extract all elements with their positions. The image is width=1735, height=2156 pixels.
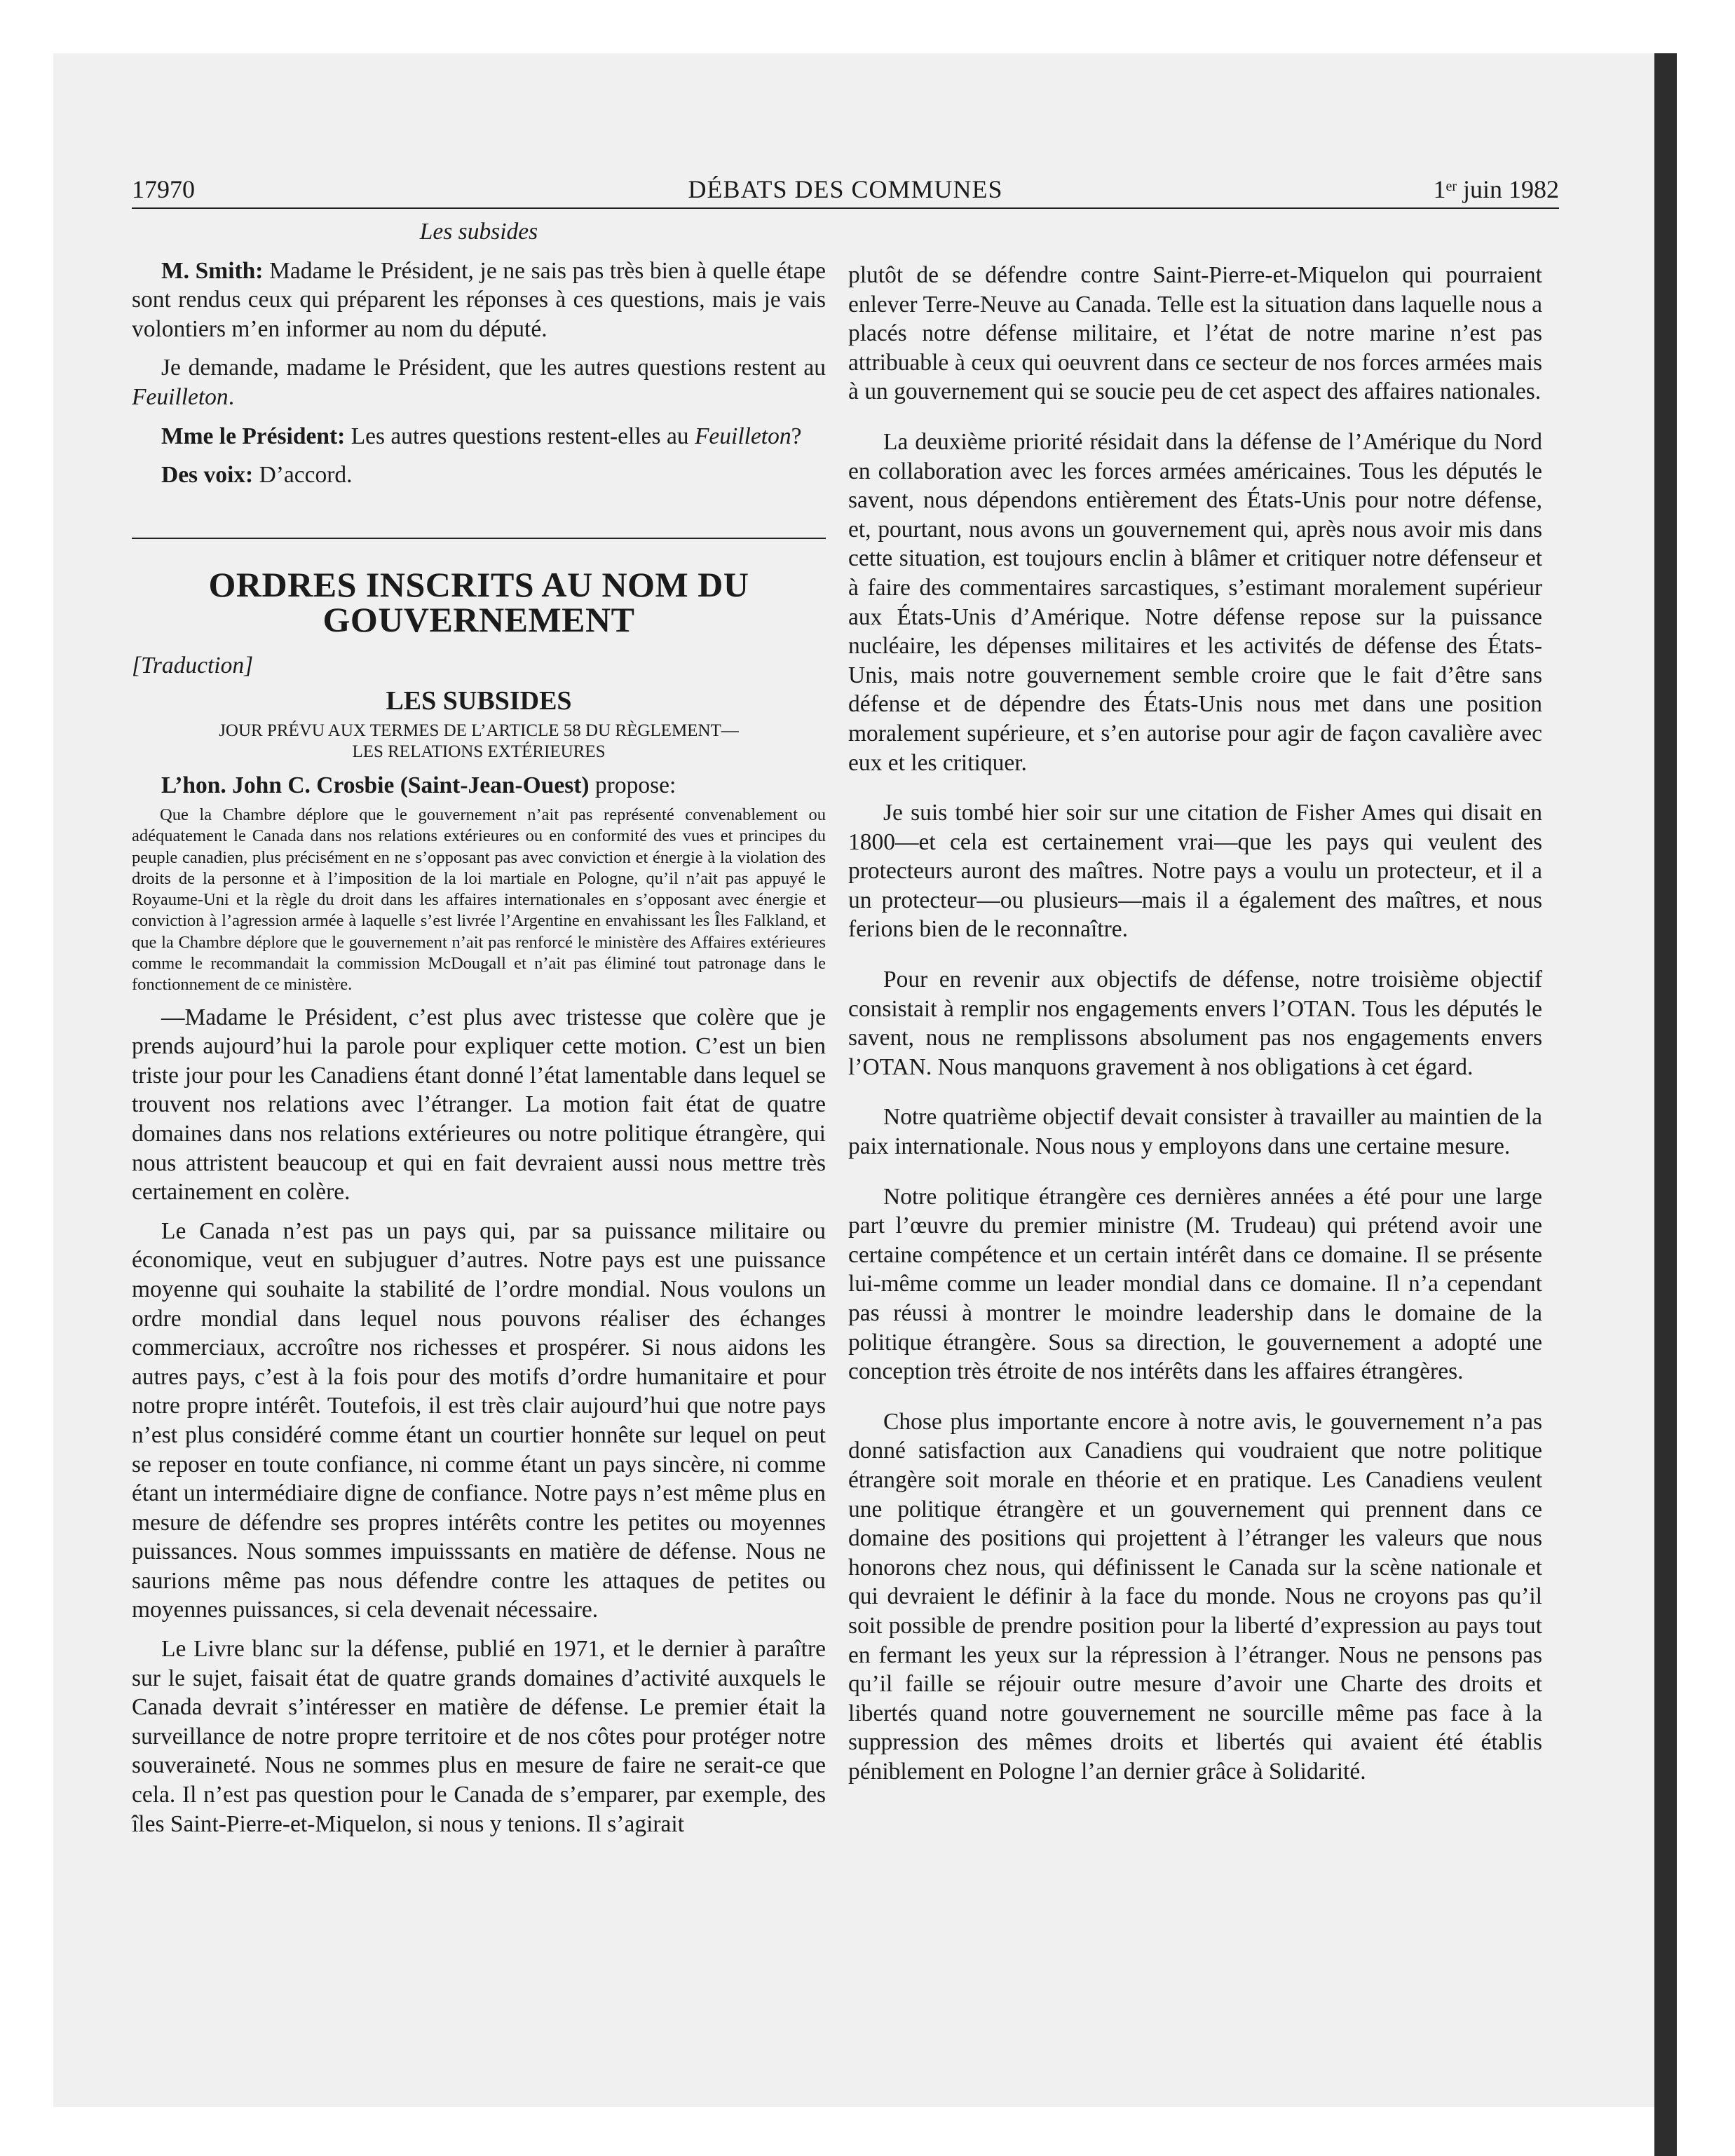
paragraph: —Madame le Président, c’est plus avec tristesse que colère que je prends aujourd’hui la parole pour expliquer cette motion. C’est un bien triste jour pour les Canadiens étant donné l’état lamentable dans lequel se trouvent nos relations avec l’étranger. La motion fait état de quatre domaines dans nos relations extérieures ou notre politique étrangère, qui nous attristent beaucoup et qui en fait devraient aussi nous mettre très certainement en colère. bbox=[132, 1004, 826, 1206]
traduction-note bbox=[132, 651, 826, 681]
paragraph: Notre politique étrangère ces dernières années a été pour une large part l’œuvre du premier ministre (M. Trudeau) qui prétend avoir une certaine compétence et un certain intérêt dans ce domaine. Il se présente lui-même comme un leader mondial dans ce domaine. Il n’a cependant pas réussi à montrer le moindre leadership dans le domaine de la politique étrangère. Sous sa direction, le gouvernement a adopté une conception très étroite de nos intérêts dans les affaires étrangères. bbox=[848, 1183, 1542, 1385]
paragraph: Notre quatrième objectif devait consister à travailler au maintien de la paix internationale. Nous nous y employons dans une certaine mesure. bbox=[848, 1104, 1542, 1160]
section-header: Les subsides bbox=[419, 219, 538, 245]
punctuation: ? bbox=[791, 423, 802, 449]
italic-feuilleton: Feuilleton bbox=[694, 423, 791, 449]
heading-line-1: ORDRES INSCRITS AU NOM DU bbox=[208, 564, 749, 604]
paragraph: Je suis tombé hier soir sur une citation de Fisher Ames qui disait en 1800—et cela est certainement vrai—que les pays qui veulent des protecteurs auront des maîtres. Notre pays a voulu un protecteur, et il a un protecteur—ou plusieurs—mais il a également des maîtres, et nous ferions bien de le reconnaître. bbox=[848, 800, 1542, 943]
paragraph: Pour en revenir aux objectifs de défense, notre troisième objectif consistait à remplir nos engagements envers l’OTAN. Tous les députés le savent, nous ne remplissons absolument pas nos engagements envers l’OTAN. Nous manquons gravement à nos obligations à cet égard. bbox=[848, 967, 1542, 1080]
section-heading bbox=[132, 564, 826, 639]
mover-name: L’hon. John C. Crosbie (Saint-Jean-Ouest) bbox=[161, 772, 590, 799]
article-line-1: JOUR PRÉVU AUX TERMES DE L’ARTICLE 58 DU RÈGLEMENT— bbox=[219, 721, 739, 741]
subsides-title: LES SUBSIDES bbox=[386, 686, 572, 716]
paragraph-request bbox=[132, 353, 826, 411]
speech-text: Madame le Président, je ne sais pas très bien à quelle étape sont rendus ceux qui préparent les réponses à ces questions, mais je vais volontiers m’en informer au nom du député. bbox=[132, 257, 826, 342]
page-header bbox=[132, 168, 1559, 209]
scan-edge-bar bbox=[1654, 53, 1677, 2156]
date-day: 1 bbox=[1433, 175, 1446, 203]
paragraph-president bbox=[132, 422, 826, 451]
header-date bbox=[1433, 175, 1559, 203]
speaker-name: M. Smith: bbox=[161, 257, 264, 284]
paragraph-smith bbox=[132, 257, 826, 344]
article-subtitle bbox=[132, 721, 826, 763]
paragraph: Le Livre blanc sur la défense, publié en 1971, et le dernier à paraître sur le sujet, faisait état de quatre grands domaines d’activité auxquels le Canada devrait s’intéresser en matière de défense. Le premier était la surveillance de notre propre territoire et de nos côtes pour protéger notre souveraineté. Nous ne sommes plus en mesure de faire ne serait-ce que cela. Il n’est pas question pour le Canada de s’emparer, par exemple, des îles Saint-Pierre-et-Miquelon, si nous y tenions. Il s’agirait bbox=[132, 1636, 826, 1837]
running-title: DÉBATS DES COMMUNES bbox=[688, 175, 1003, 203]
motion-text: Que la Chambre déplore que le gouvernement n’ait pas représenté convenablement ou adéquatement le Canada dans nos relations extérieures ou en conformité des vues et principes du peuple canadien, plus précisément en ne s’opposant pas avec conviction et énergie à la violation des droits de la personne et à l’imposition de la loi martiale en Pologne, qu’il n’ait pas appuyé le Royaume-Uni et la règle du droit dans les affaires internationales en s’opposant avec énergie et conviction à l’agression armée à laquelle s’est livrée l’Argentine en envahissant les Îles Falkland, et que la Chambre déplore que le gouvernement n’ait pas renforcé le ministère des Affaires extérieures comme le recommandait la commission McDougall et n’ait pas éliminé tout patronage dans le fonctionnement de ce ministère. bbox=[132, 805, 826, 995]
punctuation: . bbox=[228, 383, 235, 410]
paragraph: La deuxième priorité résidait dans la défense de l’Amérique du Nord en collaboration avec les forces armées américaines. Tous les députés le savent, nous dépendons entièrement des États-Unis pour notre défense, et, pourtant, nous avons un gouvernement qui, après nous avoir mis dans cette situation, est toujours enclin à blâmer et critiquer notre défenseur et à faire des commentaires sarcastiques, s’estimant moralement supérieur aux États-Unis d’Amérique. Notre défense repose sur la puissance nucléaire, les dépenses militaires et les activités de défense des États-Unis, mais notre gouvernement semble croire que le fait d’être sans défense et de dépendre des États-Unis nous met dans une position moralement supérieure, et s’en autorise pour agir de façon cavalière avec eux et les critiquer. bbox=[848, 428, 1542, 776]
speaker-name: Des voix: bbox=[161, 462, 254, 489]
speaker-name: Mme le Président: bbox=[161, 423, 346, 449]
paragraph: Chose plus importante encore à notre avis, le gouvernement n’a pas donné satisfaction aux Canadiens qui voudraient que notre politique étrangère soit morale en théorie et en pratique. Les Canadiens veulent une politique étrangère et un gouvernement qui prennent dans ce domaine des positions qui projettent à l’étranger les valeurs que nous honorons chez nous, qui définissent le Canada sur la scène nationale et qui devraient le définir à la face du monde. Nous ne croyons pas qu’il soit possible de prendre position pour la liberté d’expression au pays tout en fermant les yeux sur la répression à l’étranger. Nous ne pensons pas qu’il faille se réjouir outre mesure d’avoir une Charte des droits et libertés quand notre gouvernement ne sourcille même pas face à la suppression des mêmes droits et libertés qui avaient été établis péniblement en Pologne l’an dernier grâce à Solidarité. bbox=[848, 1408, 1542, 1785]
date-rest: juin 1982 bbox=[1456, 175, 1559, 203]
mover-line bbox=[132, 771, 826, 800]
italic-feuilleton: Feuilleton bbox=[132, 383, 229, 410]
left-column bbox=[132, 217, 826, 1848]
bracket-close: ] bbox=[244, 652, 254, 678]
date-superscript: er bbox=[1445, 179, 1457, 194]
right-column bbox=[848, 261, 1542, 1808]
speech-text: Je demande, madame le Président, que les autres questions restent au bbox=[161, 355, 826, 381]
page-number: 17970 bbox=[132, 175, 195, 203]
mover-verb: propose: bbox=[589, 772, 676, 799]
paragraph-voices bbox=[132, 460, 826, 490]
bracket-open: [ bbox=[132, 652, 142, 678]
speech-text: D’accord. bbox=[253, 462, 353, 489]
speech-text: Les autres questions restent-elles au bbox=[345, 423, 695, 449]
heading-line-2: GOUVERNEMENT bbox=[322, 599, 635, 639]
article-line-2: LES RELATIONS EXTÉRIEURES bbox=[352, 742, 606, 762]
traduction-label: Traduction bbox=[141, 652, 245, 678]
paragraph: Le Canada n’est pas un pays qui, par sa puissance militaire ou économique, veut en subjuguer d’autres. Notre pays est une puissance moyenne qui souhaite la stabilité de l’ordre mondial. Nous voulons un ordre mondial dans lequel nous pouvons réaliser des échanges commerciaux, accroître nos richesses et prospérer. Si nous aidons les autres pays, c’est à la fois pour des motifs d’ordre humanitaire et pour notre propre intérêt. Toutefois, il est très clair aujourd’hui que notre pays n’est plus considéré comme étant un courtier honnête sur lequel on peut se reposer en toute confiance, ni comme étant un pays sincère, ni comme étant un intermédiaire digne de confiance. Notre pays n’est même plus en mesure de défendre ses propres intérêts contre les petites ou moyennes puissances. Nous sommes impuisssants en matière de défense. Nous ne saurions même pas nous défendre contre les attaques de petites ou moyennes puissances, si cela devenait nécessaire. bbox=[132, 1217, 826, 1623]
paragraph: plutôt de se défendre contre Saint-Pierre-et-Miquelon qui pourraient enlever Terre-Neuve au Canada. Telle est la situation dans laquelle nous a placés notre défense militaire, et l’état de notre marine n’est pas attribuable à ceux qui oeuvrent dans ce secteur de nos forces armées mais à un gouvernement qui se soucie peu de cet aspect des affaires nationales. bbox=[848, 262, 1542, 405]
section-divider bbox=[132, 538, 826, 539]
